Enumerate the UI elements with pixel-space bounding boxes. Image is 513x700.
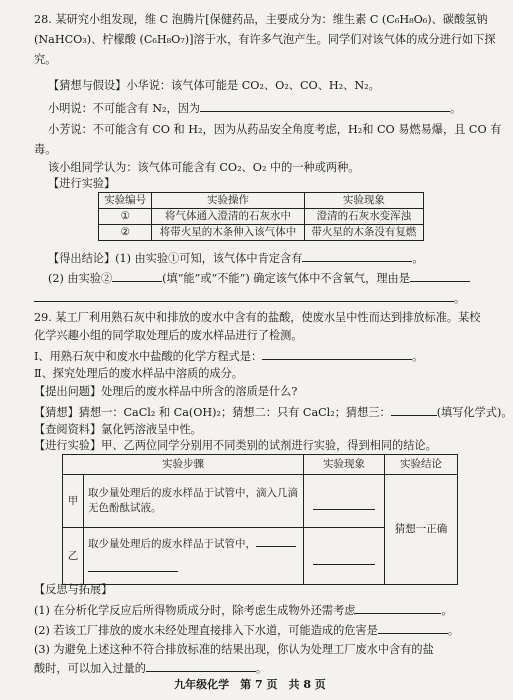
q28-xiaoming-text: 小明说：不可能含有 N₂，因为 — [48, 102, 201, 115]
jia-step-cell: 取少量处理后的废水样品于试管中，滴入几滴无色酚酞试液。 — [84, 475, 304, 528]
q28-experiment-table — [98, 192, 424, 241]
q29-guess-text: 【猜想】猜想一：CaCl₂ 和 Ca(OH)₂；猜想二：只有 CaCl₂；猜想三： — [34, 406, 391, 419]
q28-conclusion1-line — [48, 250, 488, 266]
yi-result-cell — [304, 528, 385, 585]
table-cell: ② — [99, 225, 152, 241]
q28-conclusion1-text: 【得出结论】(1) 由实验①可知，该气体中肯定含有 — [48, 252, 303, 265]
q28-conclusion2-blank[interactable] — [112, 270, 162, 282]
q28-xiaoming-blank[interactable] — [200, 100, 450, 112]
yi-result-blank[interactable] — [313, 554, 375, 565]
table-row — [99, 225, 424, 241]
q28-reason-blank-2[interactable] — [34, 290, 454, 302]
period: 。 — [412, 350, 424, 363]
period: 。 — [441, 604, 453, 617]
row-label-jia: 甲 — [63, 475, 84, 528]
q28-conclusion2-text-b: (填“能”或“不能”) 确定该气体中不含氧气，理由是 — [162, 272, 410, 285]
table-header-cell: 实验编号 — [99, 193, 152, 209]
period: 。 — [450, 102, 462, 115]
q29-reflect-heading: 【反思与拓展】 — [34, 583, 113, 596]
q28-hypothesis: 【猜想与假设】小华说：该气体可能是 CO₂、O₂、CO、H₂、N₂。 — [48, 79, 380, 92]
q28-conclusion2-text: (2) 由实验② — [48, 272, 113, 285]
q29-info: 【查阅资料】氯化钙溶液呈中性。 — [34, 423, 202, 436]
table-header-row — [99, 193, 424, 209]
q29-experiment-table — [62, 454, 458, 585]
q29-experiment-heading: 【进行实验】甲、乙两位同学分别用不同类别的试剂进行实验，得到相同的结论。 — [34, 439, 437, 452]
table-header-cell: 实验操作 — [152, 193, 304, 209]
conclusion-cell: 猜想一正确 — [385, 475, 458, 585]
q28-reason-line2 — [34, 290, 488, 306]
table-header-cell: 实验结论 — [385, 455, 458, 475]
page-footer: 九年级化学 第 7 页 共 8 页 — [174, 678, 326, 691]
q28-group-conclusion: 该小组同学认为：该气体可能含有 CO₂、O₂ 中的一种或两种。 — [48, 161, 360, 174]
yi-step-cell — [84, 528, 304, 585]
q29-r1-blank[interactable] — [355, 602, 441, 614]
q28-intro-line2: (NaHCO₃)、柠檬酸 (C₆H₈O₇)]溶于水，有许多气泡产生。同学们对该气体的成分进行如下探 — [34, 33, 496, 46]
q28-intro-line1: 28. 某研究小组发现，维 C 泡腾片[保健药品，主要成分为：维生素 C (C₆H₈O₆)、碳酸氢钠 — [34, 13, 488, 26]
q28-xiaofang-line2: 毒。 — [34, 143, 57, 156]
q29-part1-text: Ⅰ、用熟石灰中和废水中盐酸的化学方程式是： — [34, 350, 263, 363]
q29-question: 【提出问题】处理后的废水样品中所含的溶质是什么? — [34, 385, 298, 398]
q29-guess3-blank[interactable] — [391, 404, 437, 416]
table-cell: 将带火星的木条伸入该气体中 — [152, 225, 304, 241]
period: 。 — [447, 624, 460, 637]
q29-intro-line1: 29. 某工厂利用熟石灰中和排放的废水中含有的盐酸，使废水呈中性而达到排放标准。某校 — [34, 311, 481, 324]
q29-r1-line — [34, 602, 488, 618]
q28-xiaoming-line — [48, 100, 488, 116]
q29-guess-text-b: (填写化学式)。 — [436, 406, 513, 419]
yi-step-text: 取少量处理后的废水样品于试管中， — [88, 538, 256, 550]
q29-part1-line — [34, 348, 488, 364]
table-cell: 带火星的木条没有复燃 — [304, 225, 423, 241]
table-header-cell: 实验步骤 — [63, 455, 304, 475]
table-cell: 澄清的石灰水变浑浊 — [304, 209, 423, 225]
jia-result-blank[interactable] — [313, 499, 375, 510]
q29-r3-blank[interactable] — [146, 660, 256, 672]
period: 。 — [454, 292, 466, 305]
row-label-yi: 乙 — [63, 528, 84, 585]
q28-reason-blank[interactable] — [410, 270, 470, 282]
q29-r2-text: (2) 若该工厂排放的废水未经处理直接排入下水道，可能造成的危害是 — [34, 624, 378, 637]
period: 。 — [412, 252, 424, 265]
period: 。 — [255, 662, 268, 675]
table-header-cell: 实验现象 — [304, 455, 385, 475]
jia-result-cell — [304, 475, 385, 528]
table-row — [63, 475, 458, 528]
q28-xiaofang-line1: 小芳说：不可能含有 CO 和 H₂，因为从药品安全角度考虑，H₂和 CO 易燃易爆，且 CO 有 — [48, 123, 502, 136]
q29-part2: Ⅱ、探究处理后的废水样品中溶质的成分。 — [34, 367, 243, 380]
table-cell: 将气体通入澄清的石灰水中 — [152, 209, 304, 225]
q28-experiment-heading: 【进行实验】 — [48, 177, 116, 190]
q28-intro-line3: 究。 — [34, 53, 57, 66]
q29-r3-line2 — [34, 660, 488, 676]
q29-r3-line1: (3) 为避免上述这种不符合排放标准的结果出现，你认为处理工厂废水中含有的盐 — [34, 643, 434, 656]
q29-equation-blank[interactable] — [262, 348, 412, 360]
q29-r1-text: (1) 在分析化学反应后所得物质成分时，除考虑生成物外还需考虑 — [34, 604, 356, 617]
table-header-cell: 实验现象 — [304, 193, 423, 209]
q29-r2-blank[interactable] — [378, 622, 448, 634]
table-header-row — [63, 455, 458, 475]
q29-r2-line — [34, 622, 488, 638]
yi-step-blank-2[interactable] — [88, 560, 178, 572]
q29-guess-line — [34, 404, 513, 420]
table-cell: ① — [99, 209, 152, 225]
table-row — [99, 209, 424, 225]
q28-conclusion2-line — [48, 270, 488, 286]
q29-intro-line2: 化学兴趣小组的同学取处理后的废水样品进行了检测。 — [34, 329, 303, 342]
q28-conclusion1-blank[interactable] — [302, 250, 412, 262]
q29-r3-text: 酸时，可以加入过量的 — [34, 662, 146, 675]
yi-step-blank[interactable] — [256, 535, 296, 547]
